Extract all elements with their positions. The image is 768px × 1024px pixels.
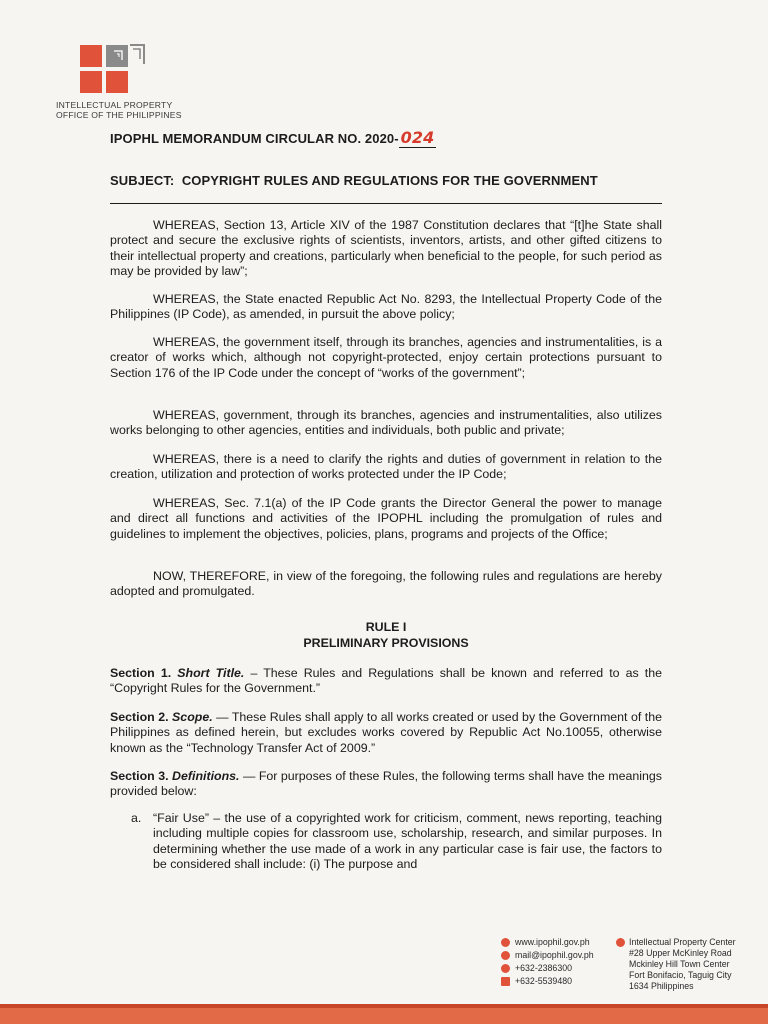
section-text: These Rules shall apply to all works created or used by the Government of the Philippines as defined herein, but excludes works covered by Republic Act No.10055, otherwise known as the “Technology Transfer Act of 2009.” bbox=[110, 710, 663, 755]
definition-letter: a. bbox=[131, 811, 142, 825]
org-line-2: OFFICE OF THE PHILIPPINES bbox=[56, 110, 182, 120]
handwritten-number: 024 bbox=[400, 128, 435, 147]
definition-item bbox=[131, 811, 662, 873]
email-text: mail@ipophil.gov.ph bbox=[515, 949, 594, 960]
address-block bbox=[616, 937, 736, 992]
contact-list bbox=[501, 937, 594, 989]
subject-line bbox=[110, 173, 598, 188]
whereas-paragraph: WHEREAS, Sec. 7.1(a) of the IP Code grants the Director General the power to manage and direct all functions and activities of the IPOPHL including the promulgation of rules and guidelines to implement the objectives, policies, plans, programs and projects of the Office; bbox=[110, 496, 662, 541]
org-name bbox=[56, 100, 182, 120]
address-line: Intellectual Property Center bbox=[629, 937, 736, 947]
resolution-paragraph: NOW, THEREFORE, in view of the foregoing, the following rules and regulations are hereby adopted and promulgated. bbox=[110, 569, 662, 599]
fax-row bbox=[501, 976, 594, 987]
whereas-paragraph: WHEREAS, the government itself, through its branches, agencies and instrumentalities, is a creator of works which, although not copyright-protected, enjoy certain protections pursuant to Section 176 of the IP Code under the concept of “works of the government”; bbox=[110, 335, 662, 380]
globe-icon bbox=[501, 938, 510, 947]
address-line: Fort Bonifacio, Taguig City bbox=[629, 970, 732, 980]
fax-icon bbox=[501, 977, 510, 986]
rule-number: RULE I bbox=[365, 620, 407, 634]
section-2 bbox=[110, 710, 662, 756]
address-line: #28 Upper McKinley Road bbox=[629, 948, 732, 958]
section-dash: — bbox=[212, 710, 232, 724]
footer-color-bar bbox=[0, 1004, 768, 1024]
address-line: 1634 Philippines bbox=[629, 981, 694, 991]
whereas-paragraph: WHEREAS, the State enacted Republic Act No. 8293, the Intellectual Property Code of the Philippines (IP Code), as amended, in pursuit the above policy; bbox=[110, 292, 662, 322]
phone2-text: +632-5539480 bbox=[515, 975, 572, 986]
section-dash: — bbox=[239, 769, 259, 783]
subject-label: SUBJECT: bbox=[110, 173, 175, 188]
website-text: www.ipophil.gov.ph bbox=[515, 937, 590, 947]
section-text: For purposes of these Rules, the following terms shall have the meanings provided below: bbox=[110, 769, 662, 799]
section-label: Section 3. bbox=[110, 769, 169, 783]
ipophl-logo bbox=[78, 42, 148, 98]
section-label: Section 1. bbox=[110, 666, 172, 680]
section-title: Definitions. bbox=[172, 769, 240, 783]
email-row bbox=[501, 950, 594, 961]
circular-prefix: IPOPHL MEMORANDUM CIRCULAR NO. 2020- bbox=[110, 131, 399, 146]
phone1-text: +632-2386300 bbox=[515, 962, 572, 973]
section-1 bbox=[110, 666, 662, 697]
section-3 bbox=[110, 769, 662, 800]
phone-icon bbox=[501, 964, 510, 973]
section-text: These Rules and Regulations shall be known and referred to as the “Copyright Rules for the Government.” bbox=[110, 666, 662, 696]
whereas-paragraph: WHEREAS, government, through its branches, agencies and instrumentalities, also utilizes works belonging to other agencies, entities and individuals, both public and private; bbox=[110, 408, 662, 438]
subject-divider bbox=[110, 203, 662, 204]
org-line-1: INTELLECTUAL PROPERTY bbox=[56, 100, 173, 110]
whereas-paragraph: WHEREAS, there is a need to clarify the rights and duties of government in relation to the creation, utilization and protection of works protected under the IP Code; bbox=[110, 452, 662, 482]
section-title: Short Title. bbox=[177, 666, 245, 680]
definition-text: “Fair Use” – the use of a copyrighted work for criticism, comment, news reporting, teaching including multiple copies for classroom use, scholarship, research, and similar purposes. In determining whether the use made of a work in any particular case is fair use, the factors to be considered shall include: (i) The purpose and bbox=[153, 811, 662, 872]
section-dash: – bbox=[244, 666, 264, 680]
section-title: Scope. bbox=[172, 710, 213, 724]
location-pin-icon bbox=[616, 938, 625, 947]
mail-icon bbox=[501, 951, 510, 960]
rule-title: PRELIMINARY PROVISIONS bbox=[303, 636, 469, 650]
section-label: Section 2. bbox=[110, 710, 169, 724]
website-row bbox=[501, 937, 594, 948]
whereas-paragraph: WHEREAS, Section 13, Article XIV of the 1987 Constitution declares that “[t]he State shall protect and secure the exclusive rights of scientists, inventors, artists, and other gifted citizens to their intellectual property and creations, particularly when beneficial to the people, for such period as may be provided by law”; bbox=[110, 218, 662, 279]
circular-number bbox=[110, 128, 436, 147]
address-line: Mckinley Hill Town Center bbox=[629, 959, 730, 969]
subject-text: COPYRIGHT RULES AND REGULATIONS FOR THE GOVERNMENT bbox=[181, 173, 598, 188]
phone-row bbox=[501, 963, 594, 974]
